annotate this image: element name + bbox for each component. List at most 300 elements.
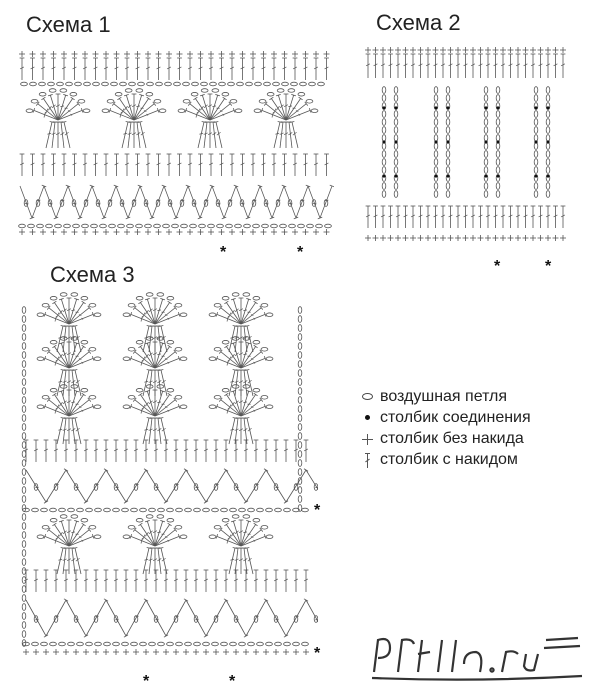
- chain-stitch: [239, 642, 246, 646]
- chain-stitch: [94, 405, 101, 409]
- double-crochet-stitch: [20, 186, 34, 219]
- single-crochet-stitch: [470, 235, 476, 241]
- double-crochet-stitch: [104, 440, 109, 462]
- chain-stitch: [94, 313, 101, 317]
- single-crochet-stitch: [156, 229, 162, 235]
- double-crochet-stitch: [388, 54, 393, 78]
- double-crochet-stitch: [284, 94, 289, 120]
- chain-stitch: [382, 143, 386, 150]
- double-crochet-stitch: [240, 58, 245, 80]
- chain-stitch: [22, 514, 26, 521]
- chain-stitch: [70, 92, 77, 96]
- single-crochet-stitch: [373, 47, 379, 53]
- single-crochet-stitch: [395, 47, 401, 53]
- chain-stitch: [546, 191, 550, 198]
- chain-stitch: [314, 616, 318, 623]
- chain-stitch: [22, 370, 26, 377]
- chain-stitch: [434, 127, 438, 134]
- single-crochet-stitch: [292, 51, 298, 57]
- chain-stitch: [277, 89, 284, 93]
- double-crochet-stitch: [46, 599, 68, 636]
- chain-stitch: [214, 347, 221, 351]
- double-crochet-stitch: [44, 186, 58, 219]
- chain-stitch: [291, 82, 298, 86]
- double-crochet-stitch: [138, 121, 146, 148]
- double-crochet-stitch: [286, 599, 308, 636]
- single-crochet-stitch: [478, 235, 484, 241]
- chain-stitch: [22, 523, 26, 530]
- double-crochet-stitch: [306, 470, 318, 503]
- chain-stitch: [149, 508, 156, 512]
- double-crochet-stitch: [54, 570, 59, 592]
- single-crochet-stitch: [219, 51, 225, 57]
- chain-stitch: [534, 95, 538, 102]
- double-crochet-stitch: [46, 121, 54, 148]
- double-crochet-stitch: [194, 570, 199, 592]
- chain-stitch: [125, 89, 132, 93]
- single-crochet-stitch: [250, 51, 256, 57]
- double-crochet-stitch: [188, 58, 193, 80]
- single-crochet-stitch: [560, 47, 566, 53]
- double-crochet-stitch: [140, 186, 154, 219]
- chain-stitch: [496, 111, 500, 118]
- chain-stitch: [180, 313, 187, 317]
- chain-stitch: [394, 111, 398, 118]
- single-crochet-stitch: [261, 229, 267, 235]
- double-crochet-stitch: [152, 185, 166, 218]
- chain-stitch: [234, 616, 238, 623]
- double-crochet-stitch: [478, 206, 483, 228]
- single-crochet-stitch: [448, 47, 454, 53]
- double-crochet-stitch: [411, 54, 416, 78]
- double-crochet-stitch: [135, 58, 140, 80]
- double-crochet-stitch: [282, 154, 287, 176]
- scheme-1-marker-asterisk: *: [220, 244, 226, 262]
- slip-stitch-icon: [358, 409, 378, 427]
- chain-stitch: [266, 405, 273, 409]
- chain-stitch: [534, 119, 538, 126]
- double-crochet-stitch: [214, 440, 219, 462]
- chain-stitch: [68, 642, 75, 646]
- single-crochet-stitch: [515, 47, 521, 53]
- double-crochet-stitch: [106, 470, 128, 503]
- chain-stitch: [176, 508, 183, 512]
- chain-stitch: [37, 535, 44, 539]
- double-crochet-stitch: [188, 186, 202, 219]
- chain-stitch: [194, 616, 198, 623]
- double-crochet-stitch: [264, 440, 269, 462]
- double-crochet-stitch: [204, 570, 209, 592]
- double-crochet-stitch: [240, 154, 245, 176]
- single-crochet-stitch: [271, 51, 277, 57]
- chain-stitch: [37, 224, 44, 228]
- single-crochet-stitch: [40, 229, 46, 235]
- chain-stitch: [22, 604, 26, 611]
- single-crochet-stitch: [365, 235, 371, 241]
- single-crochet-stitch: [324, 51, 330, 57]
- double-crochet-stitch: [284, 122, 289, 148]
- double-crochet-stitch: [235, 326, 241, 352]
- single-crochet-stitch: [43, 649, 49, 655]
- chain-stitch: [446, 111, 450, 118]
- chain-stitch: [89, 303, 96, 307]
- scheme-2-title: Схема 2: [376, 10, 461, 36]
- double-crochet-stitch: [62, 121, 70, 148]
- chain-stitch: [30, 82, 37, 86]
- chain-stitch: [217, 224, 224, 228]
- chain-stitch: [298, 92, 305, 96]
- chain-stitch: [19, 224, 26, 228]
- single-crochet-stitch: [425, 47, 431, 53]
- chain-stitch: [255, 82, 262, 86]
- double-crochet-stitch: [126, 469, 148, 502]
- double-crochet-stitch: [62, 58, 67, 80]
- single-crochet-stitch: [223, 649, 229, 655]
- chain-stitch: [73, 224, 80, 228]
- scheme-1-marker-asterisk: *: [297, 244, 303, 262]
- chain-stitch: [298, 224, 305, 228]
- single-crochet-stitch: [271, 229, 277, 235]
- single-crochet-stitch: [240, 51, 246, 57]
- double-crochet-stitch: [229, 369, 237, 396]
- chain-stitch: [185, 642, 192, 646]
- chain-stitch: [222, 340, 229, 344]
- double-crochet-stitch: [66, 470, 88, 503]
- single-crochet-stitch: [380, 47, 386, 53]
- double-crochet-stitch: [46, 469, 68, 502]
- single-crochet-stitch: [485, 235, 491, 241]
- double-crochet-stitch: [274, 570, 279, 592]
- double-crochet-stitch: [166, 469, 188, 502]
- double-crochet-stitch: [146, 58, 151, 80]
- chain-stitch: [22, 379, 26, 386]
- slip-stitch: [446, 140, 449, 143]
- chain-stitch: [261, 525, 268, 529]
- chain-stitch: [136, 518, 143, 522]
- single-crochet-stitch: [145, 229, 151, 235]
- double-crochet-stitch: [246, 599, 268, 636]
- chain-stitch: [154, 616, 158, 623]
- single-crochet-stitch: [508, 47, 514, 53]
- chain-stitch: [484, 191, 488, 198]
- chain-stitch: [261, 395, 268, 399]
- single-crochet-stitch: [193, 649, 199, 655]
- double-crochet-stitch: [156, 326, 162, 352]
- legend-item-chain: [358, 386, 593, 407]
- chain-stitch: [298, 496, 302, 503]
- chain-stitch: [37, 357, 44, 361]
- double-crochet-stitch: [418, 54, 423, 78]
- double-crochet-stitch: [24, 570, 29, 592]
- chain-stitch: [165, 82, 172, 86]
- single-crochet-stitch: [203, 649, 209, 655]
- double-crochet-stitch: [153, 298, 158, 324]
- chain-stitch: [382, 87, 386, 94]
- chain-stitch: [114, 484, 118, 491]
- double-crochet-stitch: [51, 58, 56, 80]
- chain-stitch: [167, 296, 174, 300]
- chain-stitch: [446, 183, 450, 190]
- chain-stitch: [221, 642, 228, 646]
- scheme-3-marker-asterisk: *: [314, 502, 320, 520]
- chain-stitch: [37, 405, 44, 409]
- single-crochet-stitch: [440, 47, 446, 53]
- single-crochet-stitch: [485, 47, 491, 53]
- double-crochet-stitch: [211, 122, 217, 148]
- chain-stitch: [298, 316, 302, 323]
- double-crochet-stitch: [44, 440, 49, 462]
- chain-stitch: [102, 109, 109, 113]
- chain-stitch: [136, 340, 143, 344]
- chain-stitch: [37, 313, 44, 317]
- single-crochet-stitch: [61, 229, 67, 235]
- chain-stitch: [91, 224, 98, 228]
- double-crochet-stitch: [426, 54, 431, 78]
- chain-stitch: [104, 642, 111, 646]
- double-crochet-stitch: [73, 369, 81, 396]
- chain-stitch: [22, 478, 26, 485]
- chain-stitch: [42, 303, 49, 307]
- chain-stitch: [118, 224, 125, 228]
- chain-stitch: [253, 518, 260, 522]
- double-crochet-stitch: [260, 186, 274, 219]
- chain-stitch: [34, 484, 38, 491]
- chain-stitch: [55, 224, 62, 228]
- double-crochet-stitch: [448, 206, 453, 228]
- chain-stitch: [298, 415, 302, 422]
- chain-stitch: [22, 532, 26, 539]
- double-crochet-stitch: [306, 600, 318, 637]
- double-crochet-stitch: [239, 548, 244, 574]
- double-crochet-stitch: [286, 469, 308, 502]
- chain-stitch: [39, 92, 46, 96]
- chain-stitch: [222, 388, 229, 392]
- double-crochet-stitch: [134, 570, 139, 592]
- double-crochet-stitch: [561, 206, 566, 228]
- slip-stitch: [446, 174, 449, 177]
- double-crochet-stitch: [63, 326, 69, 352]
- double-crochet-stitch: [219, 154, 224, 176]
- slip-stitch: [484, 106, 487, 109]
- double-crochet-stitch: [80, 185, 94, 218]
- chain-stitch: [302, 508, 309, 512]
- slip-stitch: [382, 140, 385, 143]
- chain-stitch: [81, 518, 88, 522]
- double-crochet-stitch: [396, 206, 401, 228]
- single-crochet-stitch: [177, 51, 183, 57]
- chain-stitch: [84, 82, 91, 86]
- slip-stitch: [446, 106, 449, 109]
- single-crochet-stitch: [388, 235, 394, 241]
- chain-stitch: [77, 508, 84, 512]
- single-crochet-stitch: [463, 47, 469, 53]
- chain-stitch: [94, 616, 98, 623]
- double-crochet-stitch: [246, 469, 268, 502]
- single-crochet-stitch: [156, 51, 162, 57]
- double-crochet-stitch: [254, 570, 259, 592]
- legend-label: воздушная петля: [380, 388, 507, 406]
- chain-stitch: [230, 642, 237, 646]
- chain-stitch: [39, 82, 46, 86]
- double-crochet-stitch: [153, 342, 158, 368]
- chain-stitch: [140, 508, 147, 512]
- chain-stitch: [271, 224, 278, 228]
- double-crochet-stitch: [230, 58, 235, 80]
- chain-stitch: [394, 183, 398, 190]
- chain-stitch: [382, 159, 386, 166]
- chain-stitch: [534, 191, 538, 198]
- double-crochet-stitch: [226, 470, 248, 503]
- chain-stitch: [42, 395, 49, 399]
- double-crochet-stitch: [236, 186, 250, 219]
- chain-stitch: [31, 99, 38, 103]
- chain-stitch: [253, 340, 260, 344]
- double-crochet-stitch: [538, 54, 543, 78]
- double-crochet-stitch: [114, 154, 119, 176]
- single-crochet-stitch: [135, 229, 141, 235]
- double-crochet-stitch: [418, 206, 423, 228]
- double-crochet-stitch: [186, 470, 208, 503]
- chain-stitch: [74, 484, 78, 491]
- double-crochet-stitch: [251, 154, 256, 176]
- chain-stitch: [534, 87, 538, 94]
- chain-stitch: [484, 151, 488, 158]
- single-crochet-stitch: [508, 235, 514, 241]
- double-crochet-stitch: [67, 390, 72, 416]
- double-crochet-stitch: [57, 325, 65, 352]
- slip-stitch: [546, 106, 549, 109]
- double-crochet-stitch: [486, 206, 491, 228]
- chain-stitch: [546, 135, 550, 142]
- chain-stitch: [59, 642, 66, 646]
- double-crochet-stitch: [366, 206, 371, 228]
- double-crochet-stitch: [62, 154, 67, 176]
- single-crochet-stitch: [187, 51, 193, 57]
- chain-stitch: [282, 82, 289, 86]
- double-crochet-stitch: [194, 440, 199, 462]
- chain-stitch: [94, 535, 101, 539]
- chain-stitch: [167, 340, 174, 344]
- chain-stitch: [261, 347, 268, 351]
- chain-stitch: [42, 347, 49, 351]
- double-crochet-stitch: [538, 206, 543, 228]
- double-crochet-stitch: [156, 154, 161, 176]
- double-crochet-stitch: [501, 206, 506, 228]
- chain-stitch: [234, 484, 238, 491]
- single-crochet-stitch: [166, 229, 172, 235]
- chain-stitch: [221, 508, 228, 512]
- double-crochet-stitch: [56, 94, 61, 120]
- double-crochet-stitch: [282, 58, 287, 80]
- single-crochet-stitch: [93, 51, 99, 57]
- chain-stitch: [266, 642, 273, 646]
- chain-stitch: [446, 151, 450, 158]
- chain-stitch: [257, 508, 264, 512]
- double-crochet-stitch: [308, 186, 322, 219]
- single-crochet-stitch: [103, 229, 109, 235]
- double-crochet-stitch: [66, 600, 88, 637]
- chain-stitch: [266, 508, 273, 512]
- double-crochet-stitch: [34, 440, 39, 462]
- single-crochet-stitch: [373, 235, 379, 241]
- chain-stitch: [194, 484, 198, 491]
- double-crochet-stitch: [84, 570, 89, 592]
- chain-stitch: [446, 87, 450, 94]
- chain-stitch: [22, 406, 26, 413]
- slip-stitch: [394, 106, 397, 109]
- chain-stitch: [253, 388, 260, 392]
- chain-stitch: [60, 515, 67, 519]
- chain-stitch: [239, 508, 246, 512]
- double-crochet-stitch: [92, 186, 106, 219]
- chain-stitch: [434, 143, 438, 150]
- chain-stitch: [298, 433, 302, 440]
- double-crochet-stitch: [531, 206, 536, 228]
- single-crochet-stitch: [19, 51, 25, 57]
- single-crochet-stitch: [410, 235, 416, 241]
- single-crochet-stitch: [403, 47, 409, 53]
- double-crochet-stitch: [448, 54, 453, 78]
- double-crochet-stitch: [114, 58, 119, 80]
- slip-stitch: [496, 140, 499, 143]
- chain-stitch: [546, 95, 550, 102]
- chain-stitch: [203, 508, 210, 512]
- chain-stitch: [93, 82, 100, 86]
- chain-stitch: [75, 82, 82, 86]
- chain-stitch: [22, 361, 26, 368]
- chain-stitch: [534, 143, 538, 150]
- single-crochet-stitch: [198, 51, 204, 57]
- chain-stitch: [22, 622, 26, 629]
- single-crochet-stitch: [124, 229, 130, 235]
- single-crochet-stitch: [418, 47, 424, 53]
- single-crochet-stitch: [153, 649, 159, 655]
- single-crochet-stitch: [313, 51, 319, 57]
- double-crochet-stitch: [553, 54, 558, 78]
- single-crochet-stitch: [261, 51, 267, 57]
- double-crochet-stitch: [433, 206, 438, 228]
- single-crochet-stitch: [93, 649, 99, 655]
- chain-stitch: [136, 224, 143, 228]
- single-crochet-stitch: [23, 649, 29, 655]
- legend: [358, 386, 593, 470]
- chain-stitch: [180, 405, 187, 409]
- chain-stitch: [222, 296, 229, 300]
- chain-stitch: [534, 159, 538, 166]
- chain-stitch: [57, 82, 64, 86]
- single-crochet-stitch: [313, 229, 319, 235]
- chain-stitch: [50, 642, 57, 646]
- chain-stitch: [28, 224, 35, 228]
- chain-stitch: [210, 82, 217, 86]
- chain-stitch: [22, 424, 26, 431]
- chain-stitch: [264, 82, 271, 86]
- double-crochet-stitch: [164, 440, 169, 462]
- scheme-3-title: Схема 3: [50, 262, 135, 288]
- chain-stitch: [254, 616, 258, 623]
- double-crochet-stitch: [26, 470, 48, 503]
- single-crochet-stitch: [33, 649, 39, 655]
- double-crochet-stitch: [304, 440, 309, 462]
- chain-stitch: [275, 508, 282, 512]
- chain-stitch: [302, 642, 309, 646]
- chain-stitch: [22, 397, 26, 404]
- chain-stitch: [48, 82, 55, 86]
- chain-stitch: [136, 388, 143, 392]
- chain-stitch: [394, 87, 398, 94]
- single-crochet-stitch: [455, 47, 461, 53]
- double-crochet-stitch: [373, 54, 378, 78]
